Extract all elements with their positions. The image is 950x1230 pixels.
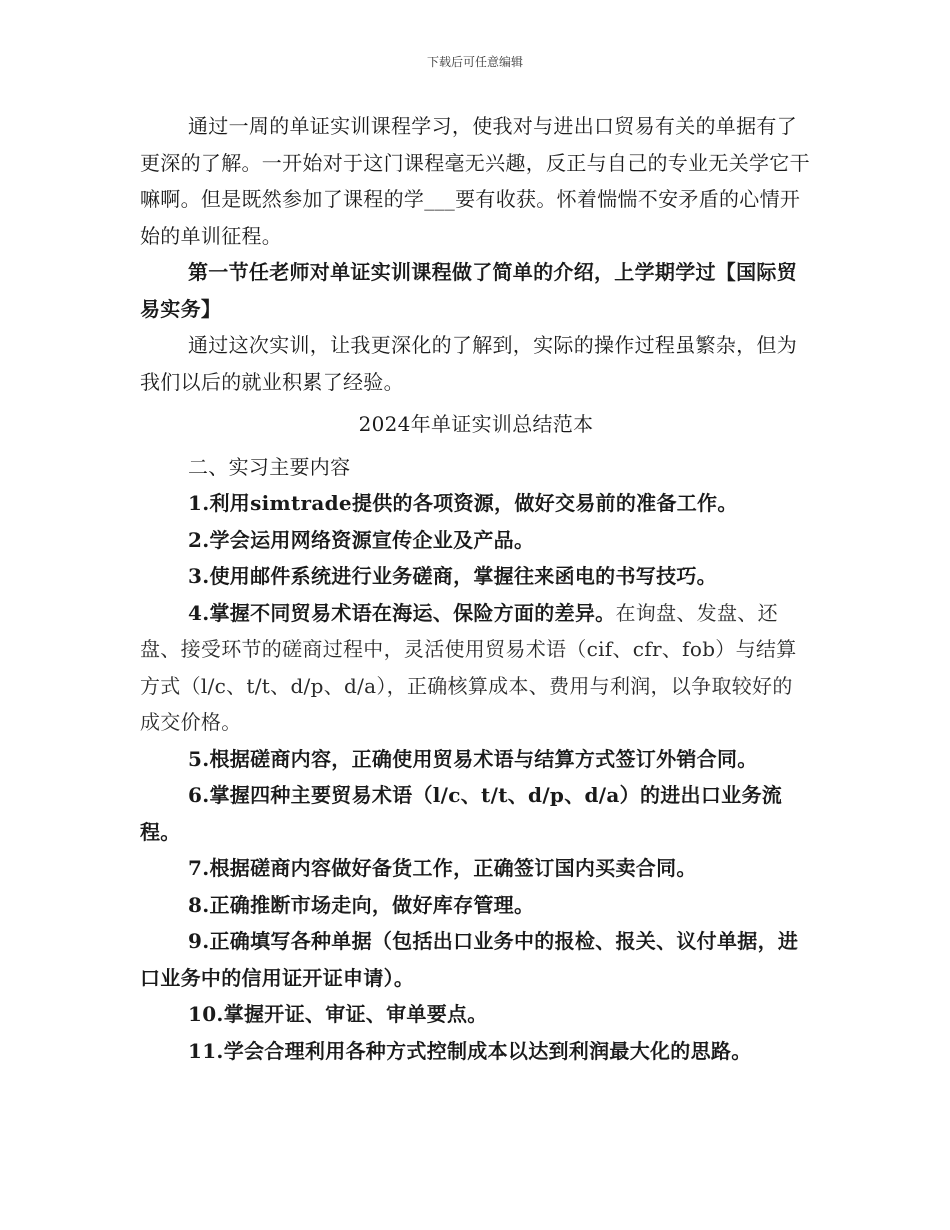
list-item: 11.学会合理利用各种方式控制成本以达到利润最大化的思路。 xyxy=(188,1038,752,1063)
list-item-detail: 在询盘、发盘、还盘、接受环节的磋商过程中，灵活使用贸易术语（cif、cfr、fob）与结算方式（l/c、t/t、d/p、d/a），正确核算成本、费用与利润，以争取较好的成交价格。 xyxy=(140,600,797,734)
document-title: 2024年单证实训总结范本 xyxy=(358,412,594,436)
intro-paragraph-1: 通过一周的单证实训课程学习，使我对与进出口贸易有关的单据有了更深的了解。一开始对于这门课程毫无兴趣，反正与自己的专业无关学它干嘛啊。但是既然参加了课程的学___要有收获。怀着惴惴不安矛盾的心情开始的单训征程。 xyxy=(140,114,810,248)
document-body xyxy=(140,108,812,1069)
list-item: 10.掌握开证、审证、审单要点。 xyxy=(188,1002,488,1026)
list-item xyxy=(140,595,812,741)
list-item: 6.掌握四种主要贸易术语（l/c、t/t、d/p、d/a）的进出口业务流程。 xyxy=(140,783,783,844)
list-item: 2.学会运用网络资源宣传企业及产品。 xyxy=(188,527,535,552)
list-item: 9.正确填写各种单据（包括出口业务中的报检、报关、议付单据，进口业务中的信用证开证申请）。 xyxy=(140,929,799,990)
intro-paragraph-3: 通过这次实训，让我更深化的了解到，实际的操作过程虽繁杂，但为我们以后的就业积累了经验。 xyxy=(140,333,797,394)
list-item-lead: 4.掌握不同贸易术语在海运、保险方面的差异。 xyxy=(188,600,616,625)
list-item: 1.利用simtrade提供的各项资源，做好交易前的准备工作。 xyxy=(188,491,738,515)
section-heading: 二、实习主要内容 xyxy=(188,454,351,479)
list-item: 8.正确推断市场走向，做好库存管理。 xyxy=(188,892,535,917)
list-item: 7.根据磋商内容做好备货工作，正确签订国内买卖合同。 xyxy=(188,856,697,880)
list-item: 3.使用邮件系统进行业务磋商，掌握往来函电的书写技巧。 xyxy=(188,564,717,588)
intro-paragraph-2: 第一节任老师对单证实训课程做了简单的介绍，上学期学过【国际贸易实务】 xyxy=(140,260,797,321)
page-header-note: 下载后可任意编辑 xyxy=(426,55,523,69)
list-item: 5.根据磋商内容，正确使用贸易术语与结算方式签订外销合同。 xyxy=(188,746,758,771)
